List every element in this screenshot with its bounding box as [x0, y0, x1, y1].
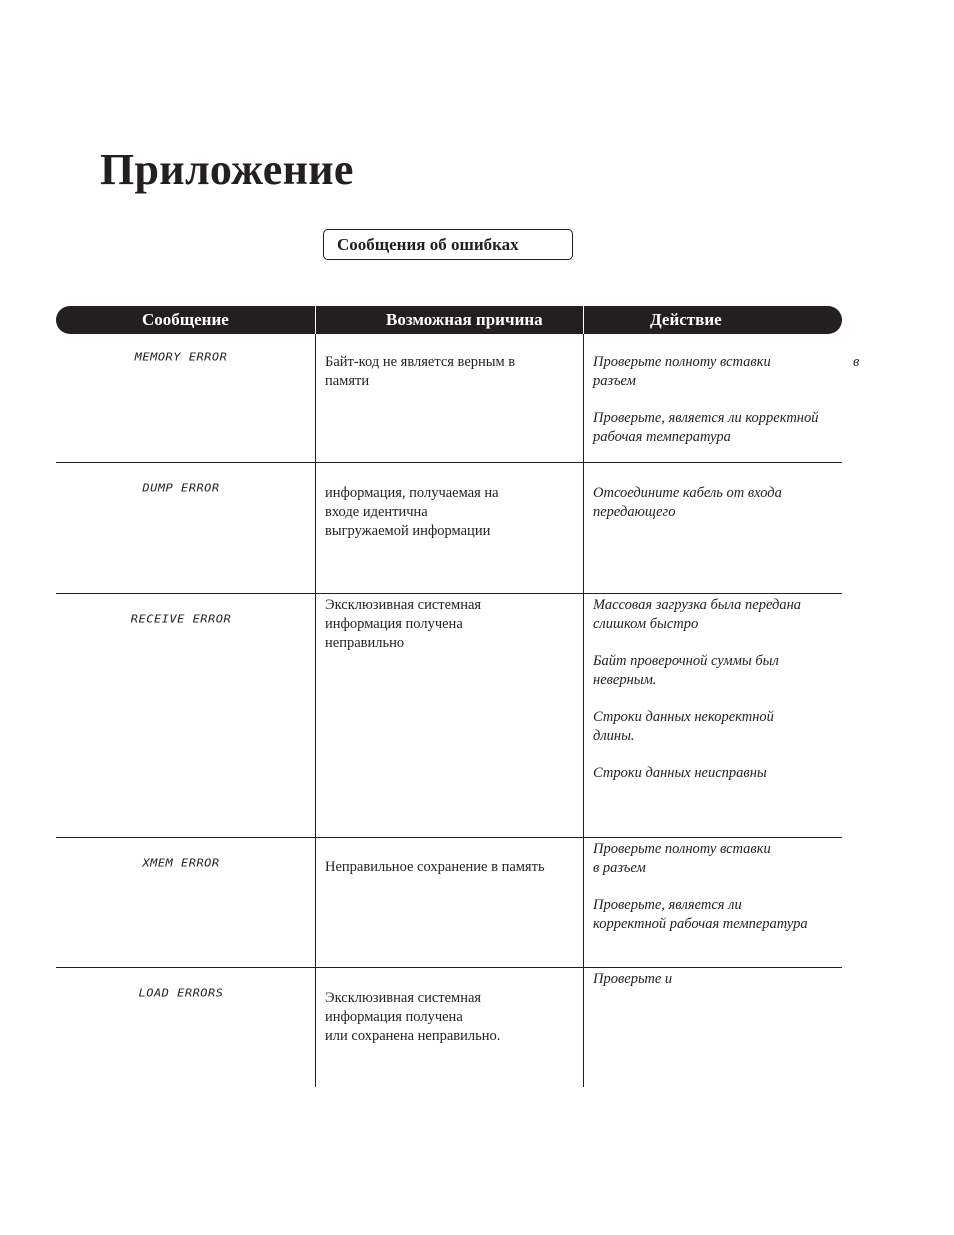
cause-cell: Эксклюзивная системная информация получена неправильно [325, 597, 482, 651]
action-cell [593, 970, 848, 1007]
header-divider [583, 306, 584, 334]
header-message: Сообщение [142, 310, 229, 329]
table-header [56, 306, 842, 334]
action-item: Проверьте полноту вставки разъем [593, 354, 771, 389]
action-item: Строки данных неисправны [593, 765, 767, 781]
header-cause: Возможная причина [386, 310, 543, 329]
action-cell [593, 596, 848, 801]
header-divider [315, 306, 316, 334]
action-cell [593, 353, 848, 465]
page-title: Приложение [100, 145, 354, 194]
action-item: Проверьте полноту вставки в разъем [593, 841, 771, 876]
stray-text: в [853, 354, 860, 370]
error-code-memory: MEMORY ERROR [134, 350, 228, 364]
cause-cell: Эксклюзивная системная информация получена или сохранена неправильно. [325, 990, 501, 1044]
column-divider [583, 334, 584, 1087]
action-item: Проверьте, является ли корректной рабочая температура [593, 410, 819, 445]
cause-cell: информация, получаемая на входе идентична выгружаемой информации [325, 485, 499, 539]
cause-cell: Байт-код не является верным в памяти [325, 354, 516, 389]
column-divider [315, 334, 316, 1087]
row-divider [56, 593, 842, 594]
error-code-load: LOAD ERRORS [138, 986, 224, 1000]
row-divider [56, 967, 842, 968]
action-cell [593, 484, 848, 540]
cause-cell: Неправильное сохранение в память [325, 859, 545, 875]
action-item: Строки данных некоректной длины. [593, 709, 774, 744]
action-item: Массовая загрузка была передана слишком быстро [593, 597, 802, 632]
error-code-receive: RECEIVE ERROR [130, 612, 232, 626]
row-divider [56, 837, 842, 838]
action-item: Байт проверочной суммы был неверным. [593, 653, 779, 688]
action-item: Проверьте, является ли корректной рабочая температура [593, 897, 808, 932]
action-item: Отсоедините кабель от входа передающего [593, 485, 782, 520]
header-action: Действие [650, 310, 722, 329]
action-item: Проверьте и [593, 971, 673, 987]
error-code-dump: DUMP ERROR [142, 481, 220, 495]
section-title-box: Сообщения об ошибках [323, 229, 573, 260]
action-cell [593, 840, 848, 952]
error-code-xmem: XMEM ERROR [142, 856, 220, 870]
